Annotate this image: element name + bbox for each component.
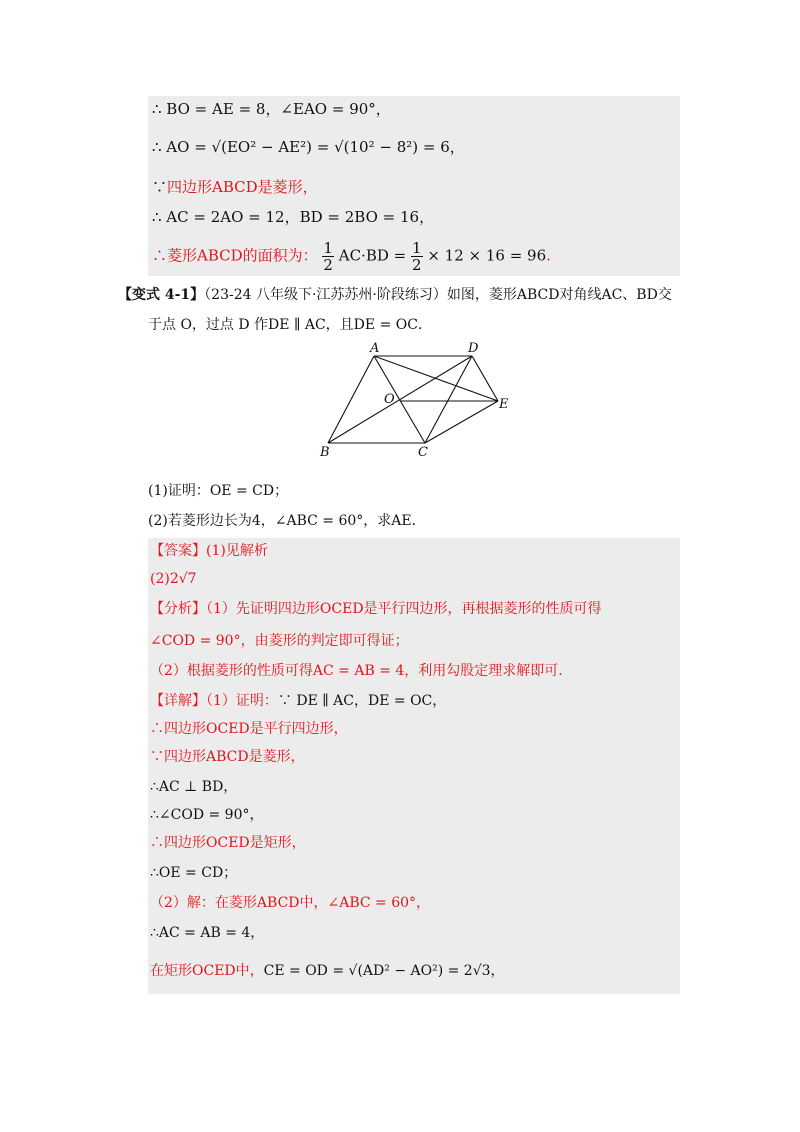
area-period: . xyxy=(546,246,551,265)
detail-line-7: ∴OE = CD； xyxy=(150,865,238,881)
detail-line-8: （2）解：在菱形ABCD中，∠ABC = 60°， xyxy=(150,895,431,911)
area-prefix: ∴菱形ABCD的面积为： xyxy=(152,246,318,265)
answer-line-1: 【答案】(1)见解析 xyxy=(150,543,268,559)
problem-stem-line-1 xyxy=(118,284,672,306)
detail-line-1 xyxy=(150,690,446,712)
detail-line-9: ∴AC = AB = 4， xyxy=(150,925,265,941)
analysis-line-1: 【分析】（1）先证明四边形OCED是平行四边形，再根据菱形的性质可得 xyxy=(150,601,602,617)
because-symbol: ∵ xyxy=(152,178,168,196)
fraction-half-2: $\frac{1}{2}$ xyxy=(412,239,422,274)
diag-BD xyxy=(328,356,472,443)
area-end: × 12 × 16 = 96 xyxy=(427,246,547,265)
question-2: (2)若菱形边长为4，∠ABC = 60°，求AE． xyxy=(148,513,426,529)
analysis-line-3: （2）根据菱形的性质可得AC = AB = 4，利用勾股定理求解即可. xyxy=(150,663,563,679)
detail-line-10-prefix: 在矩形OCED中， xyxy=(150,963,264,979)
solution-line-1: ∴ BO = AE = 8，∠EAO = 90°， xyxy=(152,100,391,118)
area-mid: AC·BD = xyxy=(338,246,407,265)
problem-stem-1: 如图，菱形ABCD对角线AC、BD交 xyxy=(446,287,672,303)
solution-line-3 xyxy=(152,176,318,198)
label-C: C xyxy=(418,445,428,460)
solution-line-5 xyxy=(152,240,551,273)
question-1: (1)证明：OE = CD； xyxy=(148,483,289,499)
label-D: D xyxy=(468,342,479,356)
problem-source: （23-24 八年级下·江苏苏州·阶段练习） xyxy=(204,287,447,303)
edge-AB xyxy=(328,356,374,443)
detail-line-2: ∴四边形OCED是平行四边形， xyxy=(150,721,348,737)
solution-line-2: ∴ AO = √(EO² − AE²) = √(10² − 8²) = 6， xyxy=(152,138,465,156)
solution-line-4: ∴ AC = 2AO = 12，BD = 2BO = 16， xyxy=(152,208,435,226)
detail-line-4: ∴AC ⊥ BD， xyxy=(150,779,238,795)
detail-line-5: ∴∠COD = 90°， xyxy=(150,807,264,823)
rhombus-figure xyxy=(318,342,518,462)
answer-line-2: (2)2√7 xyxy=(150,571,197,587)
detail-line-1-text: ∵ DE ∥ AC，DE = OC， xyxy=(277,693,447,709)
detail-line-6: ∴四边形OCED是矩形， xyxy=(150,835,306,851)
problem-stem-line-2: 于点 O，过点 D 作DE ∥ AC，且DE = OC． xyxy=(148,317,432,333)
detail-line-3: ∵四边形ABCD是菱形， xyxy=(150,749,305,765)
edge-DE xyxy=(472,356,498,401)
label-O: O xyxy=(384,392,395,407)
detail-line-10 xyxy=(150,960,505,982)
analysis-line-2: ∠COD = 90°，由菱形的判定即可得证； xyxy=(150,633,409,649)
detail-tag: 【详解】（1）证明： xyxy=(150,693,278,709)
solution-line-3-text: 四边形ABCD是菱形， xyxy=(167,178,318,196)
problem-tag: 【变式 4-1】 xyxy=(118,287,205,303)
fraction-half-1: $\frac{1}{2}$ xyxy=(323,239,333,274)
label-A: A xyxy=(370,342,380,356)
label-B: B xyxy=(320,445,330,460)
label-E: E xyxy=(499,397,509,412)
detail-line-10-formula: CE = OD = √(AD² − AO²) = 2√3， xyxy=(263,963,505,979)
